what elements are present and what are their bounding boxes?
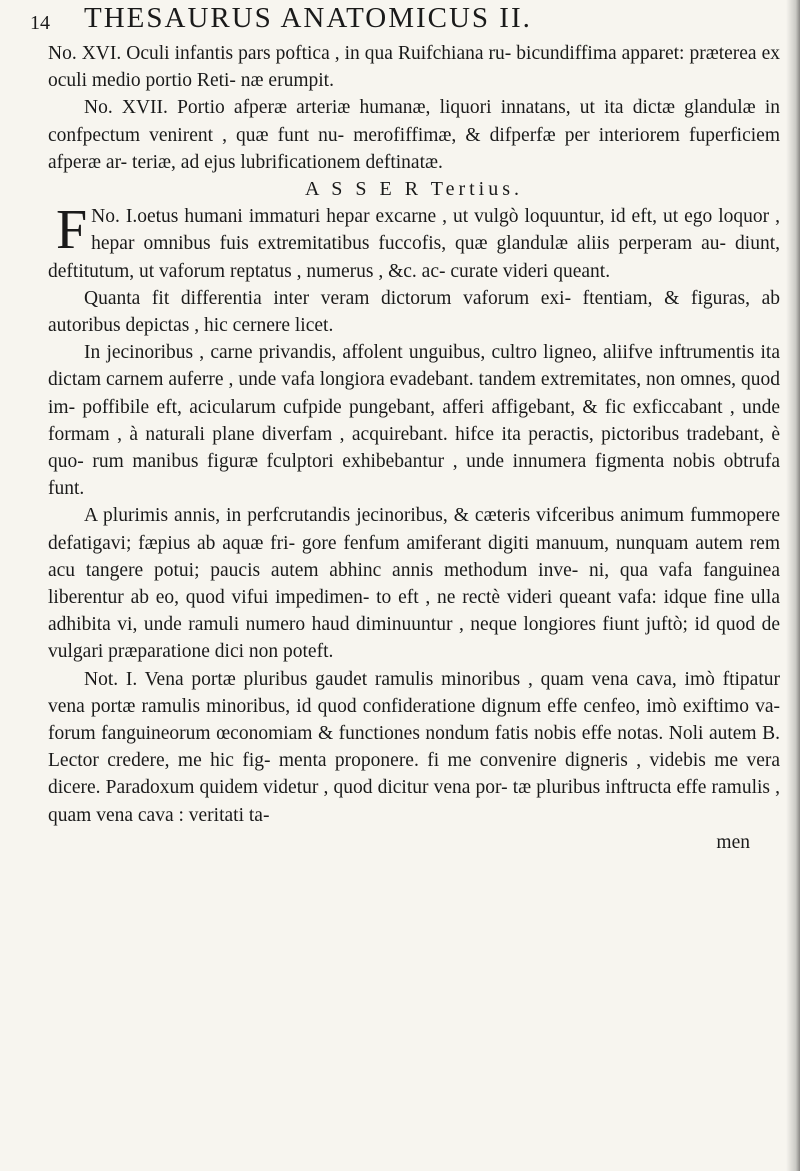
body-text xyxy=(48,40,780,856)
catchword: men xyxy=(716,831,750,853)
paragraph-differentia: Quanta fit differentia inter veram dictorum vaforum exi- ftentiam, & figuras, ab autoribus depictas , hic cernere licet. xyxy=(48,287,780,337)
item-number: No. I. xyxy=(91,206,138,228)
section-heading: A S S E R Tertius. xyxy=(304,178,524,201)
paragraph-item-16: No. XVI. Oculi infantis pars poftica , in qua Ruifchiana ru- bicundiffima apparet: præterea ex oculi medio portio Reti- næ erumpit. xyxy=(48,43,780,92)
paragraph-item-1 xyxy=(48,199,780,285)
paragraph-text: oetus humani immaturi hepar excarne , ut vulgò loquuntur, id eft, ut ego loquor , hepar omnibus fuis extremitatibus fuccofis, quæ glandulæ aliis perperam au- diunt, deftitutum, ut vaforum reptatus , numerus , &c. ac- curate videri queant. xyxy=(48,206,780,282)
paragraph-note-1: Not. I. Vena portæ pluribus gaudet ramulis minoribus , quam vena cava, imò ftipatur vena portæ ramulis minoribus, id quod confideratione dignum effe cenfeo, imò exiftimo va- forum fanguineorum œconomiam & functiones nondum fatis nobis effe notas. Noli autem B. Lector credere, me hic fig- menta proponere. fi me convenire digneris , videbis me vera dicere. Paradoxum quidem videtur , quod dicitur vena por- tæ pluribus inftructa effe ramulis , quam vena cava : veritati ta- xyxy=(48,668,780,826)
page-number: 14 xyxy=(30,12,50,34)
page-header xyxy=(30,2,770,38)
running-title: THESAURUS ANATOMICUS II. xyxy=(84,2,532,34)
drop-cap: F xyxy=(56,199,88,262)
page-edge-shadow xyxy=(786,0,800,1171)
paragraph-jecinoribus: In jecinoribus , carne privandis, affolent unguibus, cultro ligneo, aliifve inftrumentis ita dictam carnem auferre , unde vafa longiora evadebant. tandem extremitates, non omnes, quod im- poffibile eft, acicularum cufpide pungebant, afferi affigebant, & fic exficcabant , unde formam , à naturali plane diverfam , acquirebant. hifce ita peractis, pictoribus tradebant, è quo- rum manibus figuræ fculptori exhibebantur , unde innumera figmenta nobis obtrufa funt. xyxy=(48,342,780,500)
paragraph-item-17: No. XVII. Portio afperæ arteriæ humanæ, liquori innatans, ut ita dictæ glandulæ in confpectum venirent , quæ funt nu- merofiffimæ, & difperfæ per interiorem fuperficiem afperæ ar- teriæ, ad ejus lubrificationem deftinatæ. xyxy=(48,97,780,173)
paragraph-plurimis-annis: A plurimis annis, in perfcrutandis jecinoribus, & cæteris vifceribus animum fummopere defatigavi; fæpius ab aquæ fri- gore fenfum amiferant digiti manuum, nunquam autem rem acu tangere potui; paucis autem abhinc annis methodum inve- ni, qua vafa fanguinea liberentur ab eo, quod vifui impedimen- to eft , ne rectè videri queant vafa: idque fine ulla adhibita vi, unde ramuli numero haud diminuuntur , neque longiores fiunt juftò; id quod de vulgari præparatione dici non poteft. xyxy=(48,505,780,663)
